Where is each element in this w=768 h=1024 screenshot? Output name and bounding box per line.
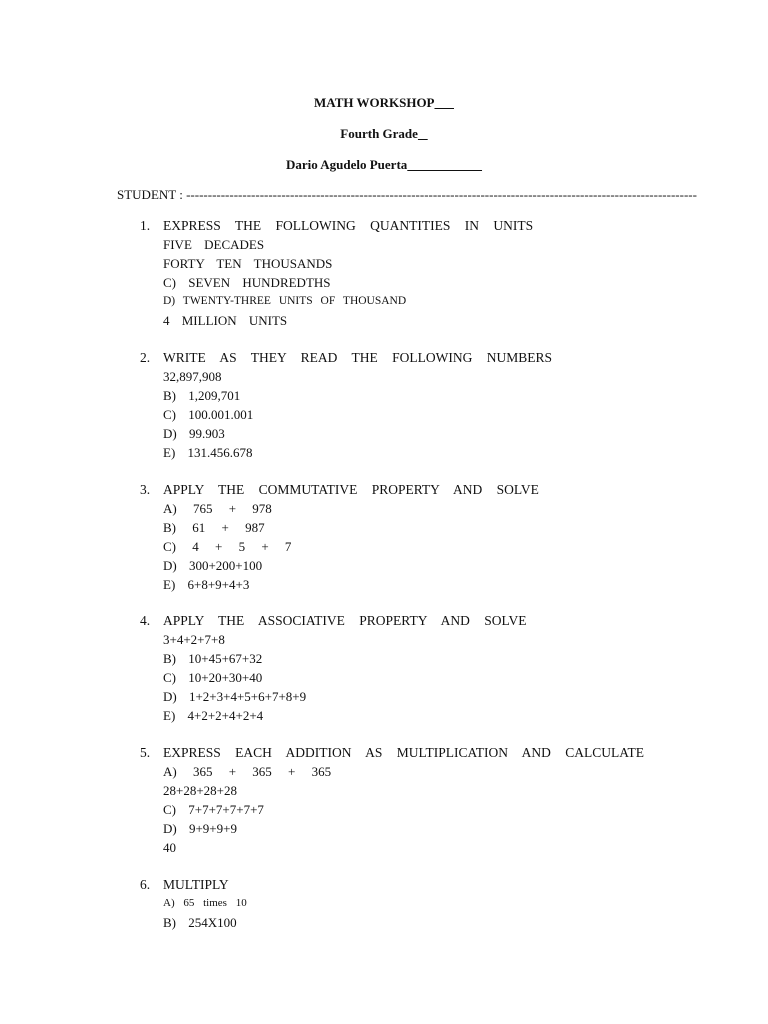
question-item: E) 4+2+2+4+2+4 — [163, 708, 264, 723]
question-heading — [140, 480, 700, 499]
question-5 — [140, 743, 700, 857]
question-item: 28+28+28+28 — [163, 783, 237, 798]
question-item: A) 765 + 978 — [163, 501, 272, 516]
question-6 — [140, 875, 700, 932]
question-text: MULTIPLY — [163, 877, 229, 892]
question-item: C) 100.001.001 — [163, 407, 254, 422]
question-text: EXPRESS THE FOLLOWING QUANTITIES IN UNITS — [163, 218, 534, 233]
question-item: C) 4 + 5 + 7 — [163, 539, 292, 554]
question-item: B) 10+45+67+32 — [163, 651, 263, 666]
question-text: APPLY THE COMMUTATIVE PROPERTY AND SOLVE — [163, 482, 539, 497]
question-heading — [140, 611, 700, 630]
question-text: WRITE AS THEY READ THE FOLLOWING NUMBERS — [163, 350, 552, 365]
question-item: B) 1,209,701 — [163, 388, 241, 403]
question-item: D) 9+9+9+9 — [163, 821, 237, 836]
question-heading — [140, 875, 700, 894]
question-heading — [140, 348, 700, 367]
question-item: FIVE DECADES — [163, 237, 265, 252]
question-number: 4. — [140, 613, 151, 628]
question-item: A) 365 + 365 + 365 — [163, 764, 332, 779]
question-item: 4 MILLION UNITS — [163, 313, 288, 328]
question-item: D) 1+2+3+4+5+6+7+8+9 — [163, 689, 307, 704]
question-item: 3+4+2+7+8 — [163, 632, 225, 647]
question-item: D) 99.903 — [163, 426, 225, 441]
question-number: 2. — [140, 350, 151, 365]
question-number: 1. — [140, 218, 151, 233]
question-heading — [140, 216, 700, 235]
question-item: C) SEVEN HUNDREDTHS — [163, 275, 331, 290]
question-3 — [140, 480, 700, 594]
question-item: A) 65 times 10 — [163, 897, 247, 909]
question-number: 3. — [140, 482, 151, 497]
question-number: 5. — [140, 745, 151, 760]
question-4 — [140, 611, 700, 725]
question-item: 32,897,908 — [163, 369, 222, 384]
worksheet-title: MATH WORKSHOP — [314, 95, 435, 110]
student-name-line: STUDENT : ---------------------------------------------------------------------------------------------------------------------- — [117, 187, 697, 202]
question-2 — [140, 348, 700, 462]
question-item: B) 254X100 — [163, 915, 237, 930]
author-name: Dario Agudelo Puerta — [285, 157, 408, 172]
question-item: D) TWENTY-THREE UNITS OF THOUSAND — [163, 295, 407, 307]
grade-label: Fourth Grade — [340, 126, 418, 141]
question-item: C) 7+7+7+7+7+7 — [163, 802, 264, 817]
question-item: D) 300+200+100 — [163, 558, 263, 573]
question-item: B) 61 + 987 — [163, 520, 265, 535]
question-item: E) 6+8+9+4+3 — [163, 577, 250, 592]
question-item: FORTY TEN THOUSANDS — [163, 256, 333, 271]
question-heading — [140, 743, 700, 762]
question-item: C) 10+20+30+40 — [163, 670, 263, 685]
question-item: 40 — [163, 840, 176, 855]
question-text: APPLY THE ASSOCIATIVE PROPERTY AND SOLVE — [163, 613, 527, 628]
question-item: E) 131.456.678 — [163, 445, 253, 460]
question-text: EXPRESS EACH ADDITION AS MULTIPLICATION AND CALCULATE — [163, 745, 645, 760]
question-number: 6. — [140, 877, 151, 892]
question-1 — [140, 216, 700, 330]
